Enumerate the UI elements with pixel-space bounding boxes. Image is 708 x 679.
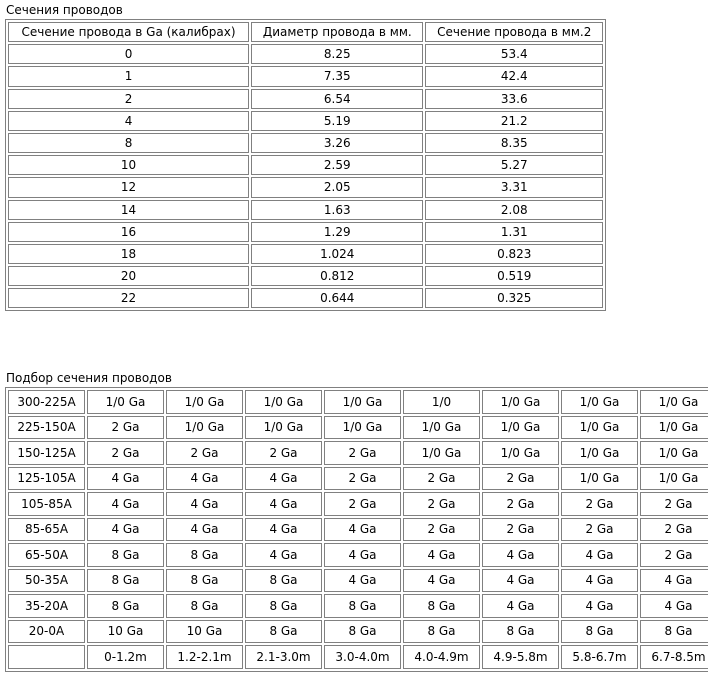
gauge-cell: 22: [8, 288, 249, 308]
gauge-cell: 2 Ga: [403, 492, 480, 516]
current-range-cell: 50-35A: [8, 569, 85, 593]
gauge-cell: 1/0 Ga: [561, 416, 638, 440]
current-range-cell: 300-225A: [8, 390, 85, 414]
gauge-cell: 4 Ga: [87, 467, 164, 491]
header-cell-section: Сечение провода в мм.2: [425, 22, 603, 42]
gauge-cell: 1/0 Ga: [245, 416, 322, 440]
gauge-cell: 4 Ga: [245, 492, 322, 516]
diameter-cell: 1.29: [251, 222, 423, 242]
header-cell-diameter: Диаметр провода в мм.: [251, 22, 423, 42]
table-row: [8, 569, 708, 593]
length-cell: 0-1.2m: [87, 645, 164, 669]
table-row: [8, 177, 603, 197]
gauge-cell: 1/0 Ga: [561, 467, 638, 491]
gauge-cell: 8 Ga: [166, 543, 243, 567]
gauge-cell: 4 Ga: [403, 543, 480, 567]
length-cell: 6.7-8.5m: [640, 645, 708, 669]
gauge-cell: 1/0 Ga: [482, 441, 559, 465]
table-row: [8, 133, 603, 153]
gauge-cell: 8 Ga: [166, 594, 243, 618]
gauge-cell: 8 Ga: [245, 620, 322, 644]
gauge-cell: 4 Ga: [166, 518, 243, 542]
gauge-cell: 1/0 Ga: [561, 441, 638, 465]
section-cell: 5.27: [425, 155, 603, 175]
gauge-cell: 4 Ga: [482, 543, 559, 567]
gauge-cell: 8 Ga: [403, 594, 480, 618]
gauge-cell: 8 Ga: [245, 594, 322, 618]
section-cell: 8.35: [425, 133, 603, 153]
section-cell: 21.2: [425, 111, 603, 131]
gauge-cell: 2 Ga: [324, 441, 401, 465]
gauge-cell: 8 Ga: [403, 620, 480, 644]
gauge-cell: 2 Ga: [87, 416, 164, 440]
section-cell: 0.519: [425, 266, 603, 286]
gauge-cell: 1/0 Ga: [324, 416, 401, 440]
gauge-cell: 1/0 Ga: [87, 390, 164, 414]
diameter-cell: 1.024: [251, 244, 423, 264]
diameter-cell: 3.26: [251, 133, 423, 153]
table-row: [8, 288, 603, 308]
gauge-cell: 14: [8, 200, 249, 220]
length-cell: 3.0-4.0m: [324, 645, 401, 669]
gauge-cell: 2 Ga: [87, 441, 164, 465]
current-range-cell: 35-20A: [8, 594, 85, 618]
table-row: [8, 66, 603, 86]
table-row: [8, 390, 708, 414]
gauge-cell: 1/0 Ga: [166, 416, 243, 440]
gauge-cell: 4 Ga: [87, 518, 164, 542]
gauge-cell: 10 Ga: [87, 620, 164, 644]
current-range-cell: 150-125A: [8, 441, 85, 465]
gauge-cell: 2 Ga: [561, 492, 638, 516]
table-row: [8, 155, 603, 175]
gauge-cell: 18: [8, 244, 249, 264]
gauge-cell: 4: [8, 111, 249, 131]
gauge-cell: 8 Ga: [87, 543, 164, 567]
table-row: [8, 492, 708, 516]
gauge-cell: 2 Ga: [245, 441, 322, 465]
gauge-cell: 8 Ga: [561, 620, 638, 644]
diameter-cell: 0.644: [251, 288, 423, 308]
gauge-cell: 8 Ga: [87, 594, 164, 618]
gauge-cell: 4 Ga: [245, 518, 322, 542]
table-row: [8, 416, 708, 440]
gauge-cell: 4 Ga: [324, 569, 401, 593]
gauge-cell: 4 Ga: [324, 543, 401, 567]
table-row: [8, 222, 603, 242]
gauge-cell: 2 Ga: [640, 543, 708, 567]
diameter-cell: 2.05: [251, 177, 423, 197]
current-range-cell: 105-85A: [8, 492, 85, 516]
gauge-cell: 2 Ga: [640, 518, 708, 542]
table-row: [8, 594, 708, 618]
current-range-cell: 65-50A: [8, 543, 85, 567]
gauge-cell: 4 Ga: [324, 518, 401, 542]
gauge-cell: 4 Ga: [561, 543, 638, 567]
current-range-cell: 85-65A: [8, 518, 85, 542]
gauge-cell: 2 Ga: [324, 492, 401, 516]
section-cell: 42.4: [425, 66, 603, 86]
gauge-cell: 1/0 Ga: [403, 416, 480, 440]
gauge-cell: 1/0 Ga: [245, 390, 322, 414]
table-row: [8, 244, 603, 264]
section-cell: 0.823: [425, 244, 603, 264]
gauge-cell: 4 Ga: [482, 569, 559, 593]
gauge-cell: 2 Ga: [482, 518, 559, 542]
table-row: [8, 620, 708, 644]
gauge-cell: 4 Ga: [482, 594, 559, 618]
diameter-cell: 1.63: [251, 200, 423, 220]
table-row: [8, 89, 603, 109]
gauge-cell: 4 Ga: [166, 467, 243, 491]
gauge-cell: 2 Ga: [403, 518, 480, 542]
diameter-cell: 6.54: [251, 89, 423, 109]
gauge-cell: 10: [8, 155, 249, 175]
gauge-cell: 1/0 Ga: [324, 390, 401, 414]
wire-selection-table: [5, 387, 708, 672]
section-cell: 3.31: [425, 177, 603, 197]
table-row: [8, 111, 603, 131]
gauge-cell: 8: [8, 133, 249, 153]
gauge-cell: 8 Ga: [640, 620, 708, 644]
gauge-cell: 4 Ga: [561, 569, 638, 593]
table-row: [8, 543, 708, 567]
gauge-cell: 2 Ga: [324, 467, 401, 491]
gauge-cell: 8 Ga: [87, 569, 164, 593]
current-range-cell: 20-0A: [8, 620, 85, 644]
wire-selection-title: Подбор сечения проводов: [6, 371, 172, 385]
section-cell: 1.31: [425, 222, 603, 242]
gauge-cell: 4 Ga: [640, 594, 708, 618]
gauge-cell: 1/0 Ga: [166, 390, 243, 414]
wire-sections-title: Сечения проводов: [6, 3, 123, 17]
gauge-cell: 2 Ga: [403, 467, 480, 491]
gauge-cell: 10 Ga: [166, 620, 243, 644]
length-cell: 5.8-6.7m: [561, 645, 638, 669]
gauge-cell: 1/0 Ga: [482, 390, 559, 414]
wire-sections-table: [5, 19, 606, 311]
gauge-cell: 4 Ga: [245, 467, 322, 491]
table-row: [8, 518, 708, 542]
gauge-cell: 4 Ga: [403, 569, 480, 593]
section-cell: 33.6: [425, 89, 603, 109]
gauge-cell: 1/0 Ga: [561, 390, 638, 414]
gauge-cell: 2: [8, 89, 249, 109]
gauge-cell: 8 Ga: [482, 620, 559, 644]
gauge-cell: 1/0: [403, 390, 480, 414]
gauge-cell: 20: [8, 266, 249, 286]
gauge-cell: 2 Ga: [561, 518, 638, 542]
gauge-cell: 1/0 Ga: [640, 441, 708, 465]
gauge-cell: 1: [8, 66, 249, 86]
empty-corner-cell: [8, 645, 85, 669]
diameter-cell: 8.25: [251, 44, 423, 64]
section-cell: 53.4: [425, 44, 603, 64]
length-cell: 1.2-2.1m: [166, 645, 243, 669]
gauge-cell: 1/0 Ga: [640, 467, 708, 491]
table-row: [8, 266, 603, 286]
section-cell: 0.325: [425, 288, 603, 308]
current-range-cell: 125-105A: [8, 467, 85, 491]
gauge-cell: 8 Ga: [245, 569, 322, 593]
gauge-cell: 4 Ga: [640, 569, 708, 593]
gauge-cell: 0: [8, 44, 249, 64]
gauge-cell: 1/0 Ga: [640, 416, 708, 440]
gauge-cell: 2 Ga: [166, 441, 243, 465]
diameter-cell: 7.35: [251, 66, 423, 86]
length-cell: 4.9-5.8m: [482, 645, 559, 669]
gauge-cell: 4 Ga: [166, 492, 243, 516]
table-row: [8, 44, 603, 64]
gauge-cell: 4 Ga: [245, 543, 322, 567]
section-cell: 2.08: [425, 200, 603, 220]
gauge-cell: 8 Ga: [166, 569, 243, 593]
header-cell-gauge: Сечение провода в Ga (калибрах): [8, 22, 249, 42]
gauge-cell: 1/0 Ga: [403, 441, 480, 465]
current-range-cell: 225-150A: [8, 416, 85, 440]
length-cell: 4.0-4.9m: [403, 645, 480, 669]
gauge-cell: 8 Ga: [324, 594, 401, 618]
diameter-cell: 0.812: [251, 266, 423, 286]
gauge-cell: 1/0 Ga: [640, 390, 708, 414]
length-cell: 2.1-3.0m: [245, 645, 322, 669]
gauge-cell: 4 Ga: [87, 492, 164, 516]
gauge-cell: 2 Ga: [482, 492, 559, 516]
diameter-cell: 2.59: [251, 155, 423, 175]
gauge-cell: 4 Ga: [561, 594, 638, 618]
gauge-cell: 8 Ga: [324, 620, 401, 644]
gauge-cell: 12: [8, 177, 249, 197]
length-header-row: [8, 645, 708, 669]
gauge-cell: 16: [8, 222, 249, 242]
table-header-row: [8, 22, 603, 42]
gauge-cell: 2 Ga: [640, 492, 708, 516]
gauge-cell: 1/0 Ga: [482, 416, 559, 440]
table-row: [8, 441, 708, 465]
gauge-cell: 2 Ga: [482, 467, 559, 491]
table-row: [8, 467, 708, 491]
table-row: [8, 200, 603, 220]
diameter-cell: 5.19: [251, 111, 423, 131]
